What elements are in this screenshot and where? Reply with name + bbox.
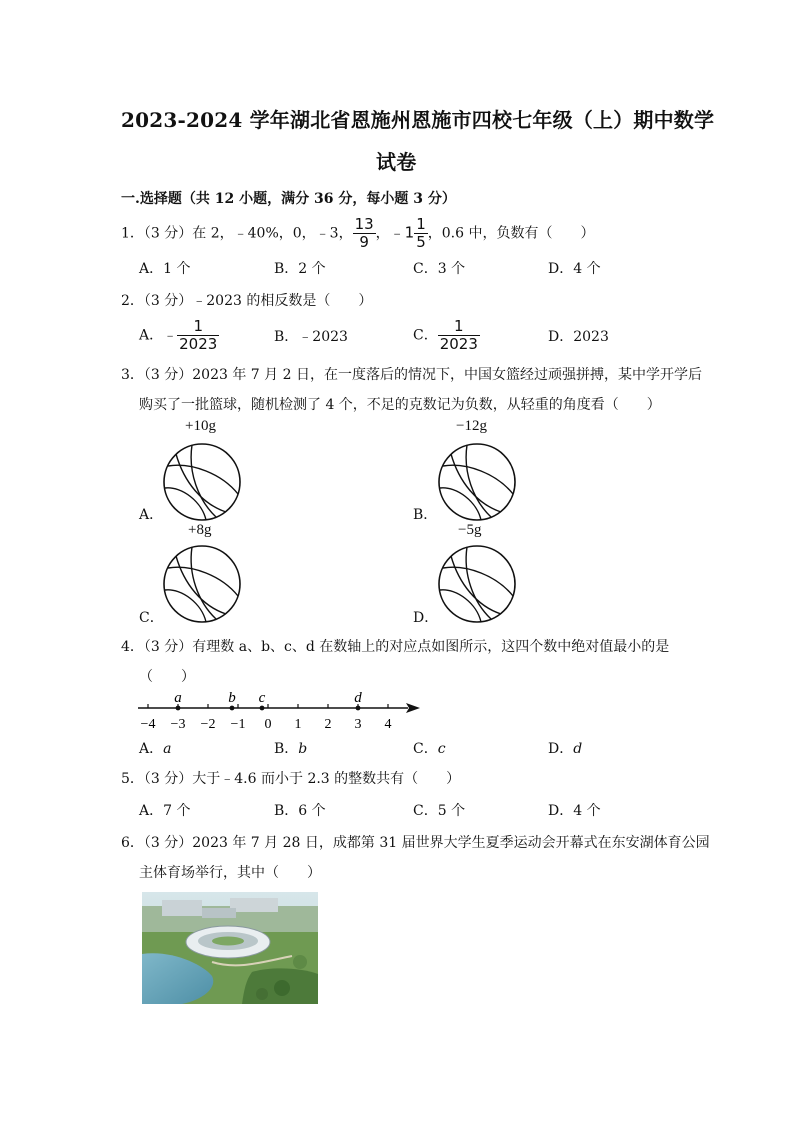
point-c (260, 706, 265, 711)
option-label: C． (413, 741, 438, 757)
question-number: 4． (121, 639, 144, 655)
option-c: C． (139, 610, 164, 626)
number-line (130, 686, 430, 732)
question-3-line2: 购买了一批篮球，随机检测了 4 个，不足的克数记为负数，从轻重的角度看（ ） (139, 397, 661, 413)
ball-weight-label: +10g (185, 418, 216, 434)
option-variable: c (437, 741, 446, 757)
basketball-icon (160, 440, 244, 524)
point-label-a: a (174, 690, 182, 706)
fraction (438, 318, 480, 353)
question-number: 2． (121, 293, 144, 309)
option-b: B． (413, 507, 438, 523)
option-label: A． (139, 741, 164, 757)
axis-tick-label: 1 (294, 717, 302, 732)
stadium-photo (142, 892, 318, 1004)
axis-tick-label: 4 (384, 717, 392, 732)
question-text: （3 分）﹣2023 的相反数是（ ） (143, 293, 373, 309)
separator: ， (375, 225, 390, 242)
option-d: D． (413, 610, 439, 626)
option-c (413, 738, 446, 758)
denominator: 5 (416, 233, 426, 251)
option-b (274, 738, 307, 758)
basketball-icon (435, 440, 519, 524)
question-1 (121, 216, 594, 251)
point-label-b: b (228, 690, 236, 706)
question-4 (121, 636, 669, 656)
option-variable: b (298, 741, 308, 757)
point-label-d: d (354, 690, 362, 706)
axis-tick-label: 0 (264, 717, 272, 732)
option-a: A．1 个 (139, 261, 191, 277)
option-a (139, 738, 171, 758)
numerator: 1 (416, 215, 426, 233)
option-d: D．4 个 (548, 261, 601, 277)
denominator: 9 (359, 233, 369, 251)
axis-tick-label: −1 (230, 717, 246, 732)
option-variable: d (573, 741, 583, 757)
denominator: 2023 (179, 335, 218, 353)
mixed-number-whole: ﹣1 (389, 223, 415, 242)
ball-weight-label: +8g (188, 522, 212, 538)
question-number: 1． (121, 225, 144, 242)
question-4-line2: （ ） (139, 669, 195, 685)
option-label: C． (413, 327, 438, 344)
point-label-c: c (258, 690, 266, 706)
point-d (356, 706, 361, 711)
point-b (230, 706, 235, 711)
question-text: （3 分）有理数 a、b、c、d 在数轴上的对应点如图所示，这四个数中绝对值最小的是 (143, 639, 670, 655)
option-a: A．7 个 (139, 803, 191, 819)
numerator: 13 (354, 215, 374, 233)
fraction (353, 216, 376, 251)
ball-weight-label: −5g (458, 522, 482, 538)
option-c (413, 318, 480, 353)
option-d: D．4 个 (548, 803, 601, 819)
axis-tick-label: 2 (324, 717, 332, 732)
option-b: B．6 个 (274, 803, 326, 819)
option-b: B．﹣2023 (274, 329, 348, 345)
option-d (548, 738, 582, 758)
option-variable: a (163, 741, 172, 757)
question-number: 3． (121, 367, 144, 383)
question-text: （3 分）大于﹣4.6 而小于 2.3 的整数共有（ ） (143, 771, 461, 787)
axis-tick-label: −4 (140, 717, 156, 732)
minus-sign: ﹣ (163, 327, 178, 344)
denominator: 2023 (439, 335, 478, 353)
option-label: D． (548, 741, 574, 757)
fraction (177, 318, 219, 353)
question-5 (121, 768, 460, 788)
axis-tick-label: −3 (170, 717, 186, 732)
axis-tick-label: −2 (200, 717, 216, 732)
option-label: B． (274, 741, 299, 757)
option-a (139, 318, 219, 353)
question-number: 5． (121, 771, 144, 787)
basketball-icon (160, 542, 244, 626)
question-text: ，0.6 中，负数有（ ） (427, 225, 595, 242)
numerator: 1 (177, 318, 219, 336)
point-a (176, 706, 181, 711)
option-label: A． (139, 327, 164, 344)
arrow-icon (406, 703, 420, 713)
question-text: （3 分）在 2，﹣40%，0，﹣3， (143, 225, 353, 242)
question-text: （3 分）2023 年 7 月 28 日，成都第 31 届世界大学生夏季运动会开幕式在东安湖体育公园 (143, 835, 710, 851)
question-6-line2: 主体育场举行，其中（ ） (139, 865, 321, 881)
option-c: C．5 个 (413, 803, 466, 819)
question-6 (121, 832, 710, 852)
question-2 (121, 290, 372, 310)
question-number: 6． (121, 835, 144, 851)
basketball-icon (435, 542, 519, 626)
page-title-line2: 试卷 (376, 150, 417, 174)
question-text: （3 分）2023 年 7 月 2 日，在一度落后的情况下，中国女篮经过顽强拼搏，某中学开学后 (143, 367, 702, 383)
ball-weight-label: −12g (456, 418, 487, 434)
page-title: 2023-2024 学年湖北省恩施州恩施市四校七年级（上）期中数学 (121, 108, 715, 132)
option-d: D．2023 (548, 329, 609, 345)
axis-tick-label: 3 (354, 717, 362, 732)
option-b: B．2 个 (274, 261, 326, 277)
numerator: 1 (438, 318, 480, 336)
question-3 (121, 364, 702, 384)
option-c: C．3 个 (413, 261, 466, 277)
section-header: 一.选择题（共 12 小题，满分 36 分，每小题 3 分） (121, 191, 456, 207)
fraction (414, 216, 428, 251)
option-a: A． (139, 507, 164, 523)
